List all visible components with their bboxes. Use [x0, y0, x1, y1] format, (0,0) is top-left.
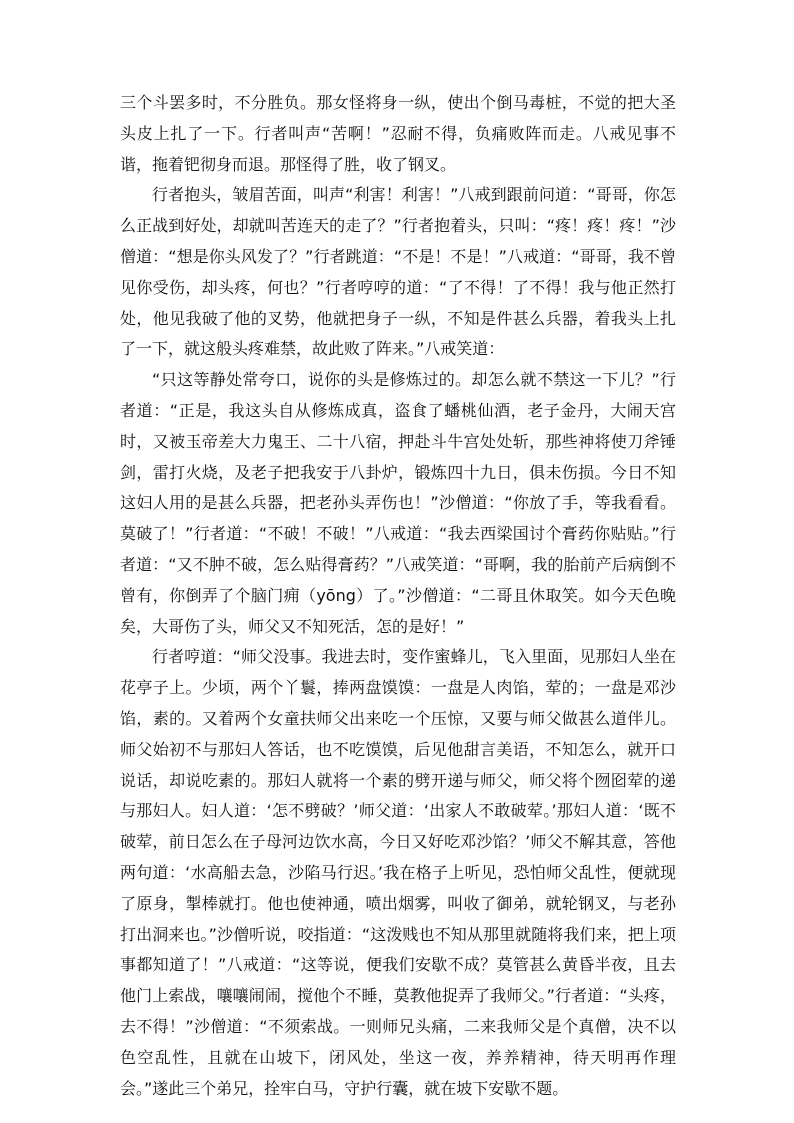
- document-page: [120, 88, 676, 1104]
- paragraph-continuation: 三个斗罢多时，不分胜负。那女怪将身一纵，使出个倒马毒桩，不觉的把大圣头皮上扎了一下。行者叫声“苦啊！”忍耐不得，负痛败阵而走。八戒见事不谐，拖着钯彻身而退。那怪得了胜，收了钢叉。: [120, 93, 676, 174]
- paragraph-dialogue: “只这等静处常夸口，说你的头是修炼过的。却怎么就不禁这一下儿？”行者道：“正是，我这头自从修炼成真，盗食了蟠桃仙酒，老子金丹，大闹天宫时，又被玉帝差大力鬼王、二十八宿，押赴斗牛宫处处斩，那些神将使刀斧锤剑，雷打火烧，及老子把我安于八卦炉，锻炼四十九日，俱未伤损。今日不知这妇人用的是甚么兵器，把老孙头弄伤也！”沙僧道：“你放了手，等我看看。莫破了！”行者道：“不破！不破！”八戒道：“我去西梁国讨个膏药你贴贴。”行者道：“又不肿不破，怎么贴得膏药？”八戒笑道：“哥啊，我的胎前产后病倒不曾有，你倒弄了个脑门痈（yōng）了。”沙僧道：“二哥且休取笑。如今天色晚矣，大哥伤了头，师父又不知死活，怎的是好！”: [120, 370, 676, 636]
- paragraph-report: 行者哼道：“师父没事。我进去时，变作蜜蜂儿，飞入里面，见那妇人坐在花亭子上。少顷，两个丫鬟，捧两盘馍馍：一盘是人肉馅，荤的；一盘是邓沙馅，素的。又着两个女童扶师父出来吃一个压惊，又要与师父做甚么道伴儿。师父始初不与那妇人答话，也不吃馍馍，后见他甜言美语，不知怎么，就开口说话，却说吃素的。那妇人就将一个素的劈开递与师父，师父将个囫囵荤的递与那妇人。妇人道：‘怎不劈破？’师父道：‘出家人不敢破荤。’那妇人道：‘既不破荤，前日怎么在子母河边饮水高，今日又好吃邓沙馅？’师父不解其意，答他两句道：‘水高船去急，沙陷马行迟。’我在格子上听见，恐怕师父乱性，便就现了原身，掣棒就打。他也使神通，喷出烟雾，叫收了御弟，就轮钢叉，与老孙打出洞来也。”沙僧听说，咬指道：“这泼贱也不知从那里就随将我们来，把上项事都知道了！”八戒道：“这等说，便我们安歇不成？莫管甚么黄昏半夜，且去他门上索战，嚷嚷闹闹，搅他个不睡，莫教他捉弄了我师父。”行者道：“头疼，去不得！”沙僧道：“不须索战。一则师兄头痛，二来我师父是个真僧，决不以色空乱性，且就在山坡下，闭风处，坐这一夜，养养精神，待天明再作理会。”遂此三个弟兄，拴牢白马，守护行囊，就在坡下安歇不题。: [120, 647, 676, 1098]
- paragraph-head-injury: 行者抱头，皱眉苦面，叫声“利害！利害！”八戒到跟前问道：“哥哥，你怎么正战到好处，却就叫苦连天的走了？”行者抱着头，只叫：“疼！疼！疼！”沙僧道：“想是你头风发了？”行者跳道：“不是！不是！”八戒道：“哥哥，我不曾见你受伤，却头疼，何也？”行者哼哼的道：“了不得！了不得！我与他正然打处，他见我破了他的叉势，他就把身子一纵，不知是件甚么兵器，着我头上扎了一下，就这般头疼难禁，故此败了阵来。”八戒笑道：: [120, 185, 676, 359]
